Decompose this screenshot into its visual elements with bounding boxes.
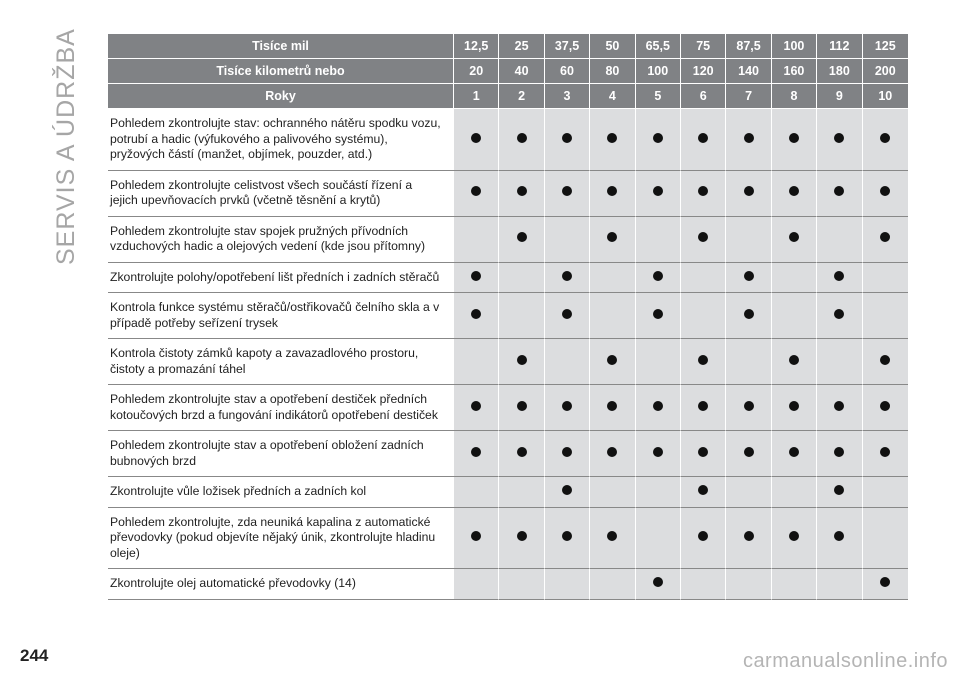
check-dot-icon: [880, 232, 890, 242]
interval-cell: [636, 431, 681, 477]
header-value: 25: [499, 34, 544, 59]
header-value: 50: [590, 34, 635, 59]
operation-description: Zkontrolujte vůle ložisek předních a zadních kol: [108, 477, 454, 508]
check-dot-icon: [562, 309, 572, 319]
interval-cell: [726, 385, 771, 431]
watermark: carmanualsonline.info: [742, 650, 948, 672]
check-dot-icon: [834, 485, 844, 495]
interval-cell: [499, 431, 544, 477]
table-row: [108, 339, 908, 385]
interval-cell: [817, 263, 862, 294]
check-dot-icon: [607, 355, 617, 365]
header-value: 100: [772, 34, 817, 59]
check-dot-icon: [698, 447, 708, 457]
check-dot-icon: [880, 577, 890, 587]
operation-description: Zkontrolujte olej automatické převodovky (14): [108, 569, 454, 600]
interval-cell: [590, 339, 635, 385]
header-value: 60: [545, 59, 590, 84]
table-row: [108, 263, 908, 294]
interval-cell: [681, 109, 726, 171]
check-dot-icon: [834, 401, 844, 411]
interval-cell: [590, 217, 635, 263]
operation-description: Pohledem zkontrolujte stav: ochranného nátěru spodku vozu, potrubí a hadic (výfukového a palivového systému), pryžových částí (manžet, objímek, pouzder, atd.): [108, 109, 454, 171]
interval-cell: [863, 569, 908, 600]
interval-cell: [499, 339, 544, 385]
interval-cell: [454, 109, 499, 171]
interval-cell: [772, 339, 817, 385]
interval-cell: [545, 263, 590, 294]
header-value: 6: [681, 84, 726, 109]
operation-description: Pohledem zkontrolujte stav a opotřebení destiček předních kotoučových brzd a fungování indikátorů opotřebení destiček: [108, 385, 454, 431]
operation-description: Kontrola čistoty zámků kapoty a zavazadlového prostoru, čistoty a promazání táhel: [108, 339, 454, 385]
check-dot-icon: [607, 401, 617, 411]
check-dot-icon: [471, 447, 481, 457]
check-dot-icon: [834, 447, 844, 457]
interval-cell: [590, 569, 635, 600]
interval-cell: [454, 263, 499, 294]
table-body: [108, 109, 908, 600]
check-dot-icon: [471, 309, 481, 319]
interval-cell: [636, 293, 681, 339]
check-dot-icon: [698, 355, 708, 365]
interval-cell: [726, 569, 771, 600]
interval-cell: [590, 263, 635, 294]
header-value: 7: [726, 84, 771, 109]
interval-cell: [545, 508, 590, 570]
interval-cell: [681, 508, 726, 570]
interval-cell: [681, 171, 726, 217]
header-value: 37,5: [545, 34, 590, 59]
interval-cell: [636, 339, 681, 385]
check-dot-icon: [698, 531, 708, 541]
check-dot-icon: [653, 133, 663, 143]
check-dot-icon: [653, 577, 663, 587]
header-value: 5: [636, 84, 681, 109]
check-dot-icon: [517, 447, 527, 457]
interval-cell: [499, 508, 544, 570]
check-dot-icon: [562, 271, 572, 281]
interval-cell: [636, 477, 681, 508]
check-dot-icon: [607, 186, 617, 196]
check-dot-icon: [471, 133, 481, 143]
header-value: 200: [863, 59, 908, 84]
interval-cell: [545, 217, 590, 263]
interval-cell: [817, 508, 862, 570]
interval-cell: [772, 385, 817, 431]
table-header: [108, 34, 908, 109]
header-value: 12,5: [454, 34, 499, 59]
interval-cell: [545, 171, 590, 217]
operation-description: Zkontrolujte polohy/opotřebení lišt předních i zadních stěračů: [108, 263, 454, 294]
interval-cell: [772, 263, 817, 294]
header-value: 65,5: [636, 34, 681, 59]
header-value: 8: [772, 84, 817, 109]
interval-cell: [681, 263, 726, 294]
header-value: 10: [863, 84, 908, 109]
check-dot-icon: [517, 133, 527, 143]
check-dot-icon: [607, 232, 617, 242]
check-dot-icon: [653, 271, 663, 281]
check-dot-icon: [562, 447, 572, 457]
header-value: 4: [590, 84, 635, 109]
interval-cell: [772, 171, 817, 217]
interval-cell: [636, 569, 681, 600]
header-row: [108, 59, 908, 84]
page-number: 244: [20, 646, 49, 665]
check-dot-icon: [744, 133, 754, 143]
header-value: 75: [681, 34, 726, 59]
header-label: Tisíce kilometrů nebo: [108, 59, 454, 84]
check-dot-icon: [834, 133, 844, 143]
header-label: Tisíce mil: [108, 34, 454, 59]
table-row: [108, 385, 908, 431]
interval-cell: [545, 339, 590, 385]
interval-cell: [726, 109, 771, 171]
header-row: [108, 84, 908, 109]
check-dot-icon: [517, 232, 527, 242]
interval-cell: [499, 217, 544, 263]
interval-cell: [817, 109, 862, 171]
interval-cell: [636, 508, 681, 570]
interval-cell: [545, 569, 590, 600]
interval-cell: [590, 477, 635, 508]
interval-cell: [636, 263, 681, 294]
interval-cell: [681, 385, 726, 431]
check-dot-icon: [607, 133, 617, 143]
check-dot-icon: [653, 447, 663, 457]
check-dot-icon: [880, 133, 890, 143]
interval-cell: [590, 293, 635, 339]
check-dot-icon: [562, 531, 572, 541]
check-dot-icon: [744, 186, 754, 196]
check-dot-icon: [789, 447, 799, 457]
interval-cell: [817, 339, 862, 385]
interval-cell: [817, 385, 862, 431]
header-value: 20: [454, 59, 499, 84]
interval-cell: [681, 569, 726, 600]
check-dot-icon: [744, 271, 754, 281]
check-dot-icon: [744, 447, 754, 457]
check-dot-icon: [471, 531, 481, 541]
interval-cell: [681, 339, 726, 385]
interval-cell: [590, 508, 635, 570]
interval-cell: [772, 217, 817, 263]
interval-cell: [863, 385, 908, 431]
table-row: [108, 171, 908, 217]
interval-cell: [545, 477, 590, 508]
header-value: 112: [817, 34, 862, 59]
interval-cell: [499, 109, 544, 171]
header-row: [108, 34, 908, 59]
interval-cell: [863, 431, 908, 477]
interval-cell: [863, 109, 908, 171]
operation-description: Pohledem zkontrolujte, zda neuniká kapalina z automatické převodovky (pokud objevíte nějaký únik, zkontrolujte hladinu oleje): [108, 508, 454, 570]
interval-cell: [545, 385, 590, 431]
interval-cell: [454, 477, 499, 508]
check-dot-icon: [517, 531, 527, 541]
interval-cell: [817, 431, 862, 477]
interval-cell: [590, 385, 635, 431]
interval-cell: [726, 293, 771, 339]
interval-cell: [863, 293, 908, 339]
operation-description: Pohledem zkontrolujte stav spojek pružných přívodních vzduchových hadic a olejových vedení (kde jsou přítomny): [108, 217, 454, 263]
interval-cell: [772, 477, 817, 508]
operation-description: Pohledem zkontrolujte celistvost všech součástí řízení a jejich upevňovacích prvků (včetně těsnění a krytů): [108, 171, 454, 217]
header-value: 80: [590, 59, 635, 84]
interval-cell: [817, 569, 862, 600]
section-title: SERVIS A ÚDRŽBA: [52, 28, 80, 265]
header-value: 40: [499, 59, 544, 84]
interval-cell: [772, 109, 817, 171]
interval-cell: [590, 431, 635, 477]
check-dot-icon: [698, 186, 708, 196]
check-dot-icon: [607, 531, 617, 541]
interval-cell: [499, 171, 544, 217]
interval-cell: [817, 171, 862, 217]
interval-cell: [726, 217, 771, 263]
check-dot-icon: [653, 186, 663, 196]
check-dot-icon: [562, 401, 572, 411]
header-value: 1: [454, 84, 499, 109]
header-value: 140: [726, 59, 771, 84]
interval-cell: [681, 477, 726, 508]
check-dot-icon: [789, 186, 799, 196]
check-dot-icon: [880, 401, 890, 411]
header-value: 100: [636, 59, 681, 84]
interval-cell: [817, 293, 862, 339]
check-dot-icon: [834, 531, 844, 541]
interval-cell: [817, 217, 862, 263]
interval-cell: [636, 385, 681, 431]
interval-cell: [772, 431, 817, 477]
check-dot-icon: [744, 309, 754, 319]
interval-cell: [590, 171, 635, 217]
table-row: [108, 569, 908, 600]
header-value: 3: [545, 84, 590, 109]
check-dot-icon: [789, 355, 799, 365]
check-dot-icon: [517, 401, 527, 411]
interval-cell: [681, 293, 726, 339]
check-dot-icon: [834, 271, 844, 281]
check-dot-icon: [744, 401, 754, 411]
interval-cell: [863, 217, 908, 263]
interval-cell: [636, 171, 681, 217]
interval-cell: [545, 109, 590, 171]
interval-cell: [726, 339, 771, 385]
header-value: 87,5: [726, 34, 771, 59]
check-dot-icon: [789, 133, 799, 143]
interval-cell: [454, 385, 499, 431]
header-value: 2: [499, 84, 544, 109]
interval-cell: [863, 263, 908, 294]
check-dot-icon: [698, 232, 708, 242]
check-dot-icon: [653, 401, 663, 411]
check-dot-icon: [698, 485, 708, 495]
table-row: [108, 217, 908, 263]
interval-cell: [772, 508, 817, 570]
interval-cell: [454, 431, 499, 477]
interval-cell: [772, 293, 817, 339]
check-dot-icon: [789, 401, 799, 411]
interval-cell: [454, 569, 499, 600]
interval-cell: [863, 171, 908, 217]
interval-cell: [726, 477, 771, 508]
table-row: [108, 109, 908, 171]
maintenance-schedule-table: [108, 34, 908, 600]
check-dot-icon: [471, 271, 481, 281]
check-dot-icon: [562, 186, 572, 196]
header-value: 160: [772, 59, 817, 84]
interval-cell: [590, 109, 635, 171]
header-value: 120: [681, 59, 726, 84]
check-dot-icon: [562, 133, 572, 143]
interval-cell: [545, 431, 590, 477]
interval-cell: [681, 217, 726, 263]
interval-cell: [726, 431, 771, 477]
check-dot-icon: [653, 309, 663, 319]
header-value: 125: [863, 34, 908, 59]
table-row: [108, 477, 908, 508]
interval-cell: [726, 508, 771, 570]
check-dot-icon: [880, 355, 890, 365]
check-dot-icon: [517, 355, 527, 365]
header-value: 9: [817, 84, 862, 109]
check-dot-icon: [789, 232, 799, 242]
interval-cell: [454, 508, 499, 570]
table-row: [108, 431, 908, 477]
check-dot-icon: [834, 186, 844, 196]
interval-cell: [499, 569, 544, 600]
interval-cell: [772, 569, 817, 600]
header-label: Roky: [108, 84, 454, 109]
header-value: 180: [817, 59, 862, 84]
interval-cell: [454, 171, 499, 217]
interval-cell: [863, 508, 908, 570]
interval-cell: [499, 385, 544, 431]
interval-cell: [454, 339, 499, 385]
table-row: [108, 293, 908, 339]
check-dot-icon: [880, 186, 890, 196]
check-dot-icon: [607, 447, 617, 457]
check-dot-icon: [698, 401, 708, 411]
check-dot-icon: [562, 485, 572, 495]
check-dot-icon: [789, 531, 799, 541]
check-dot-icon: [744, 531, 754, 541]
check-dot-icon: [471, 401, 481, 411]
interval-cell: [681, 431, 726, 477]
check-dot-icon: [880, 447, 890, 457]
interval-cell: [499, 263, 544, 294]
operation-description: Kontrola funkce systému stěračů/ostřikovačů čelního skla a v případě potřeby seřízení trysek: [108, 293, 454, 339]
interval-cell: [863, 477, 908, 508]
check-dot-icon: [517, 186, 527, 196]
operation-description: Pohledem zkontrolujte stav a opotřebení obložení zadních bubnových brzd: [108, 431, 454, 477]
check-dot-icon: [471, 186, 481, 196]
interval-cell: [545, 293, 590, 339]
interval-cell: [817, 477, 862, 508]
table-row: [108, 508, 908, 570]
interval-cell: [726, 263, 771, 294]
interval-cell: [636, 217, 681, 263]
interval-cell: [454, 293, 499, 339]
interval-cell: [636, 109, 681, 171]
interval-cell: [499, 293, 544, 339]
interval-cell: [499, 477, 544, 508]
check-dot-icon: [834, 309, 844, 319]
check-dot-icon: [698, 133, 708, 143]
interval-cell: [454, 217, 499, 263]
interval-cell: [863, 339, 908, 385]
interval-cell: [726, 171, 771, 217]
